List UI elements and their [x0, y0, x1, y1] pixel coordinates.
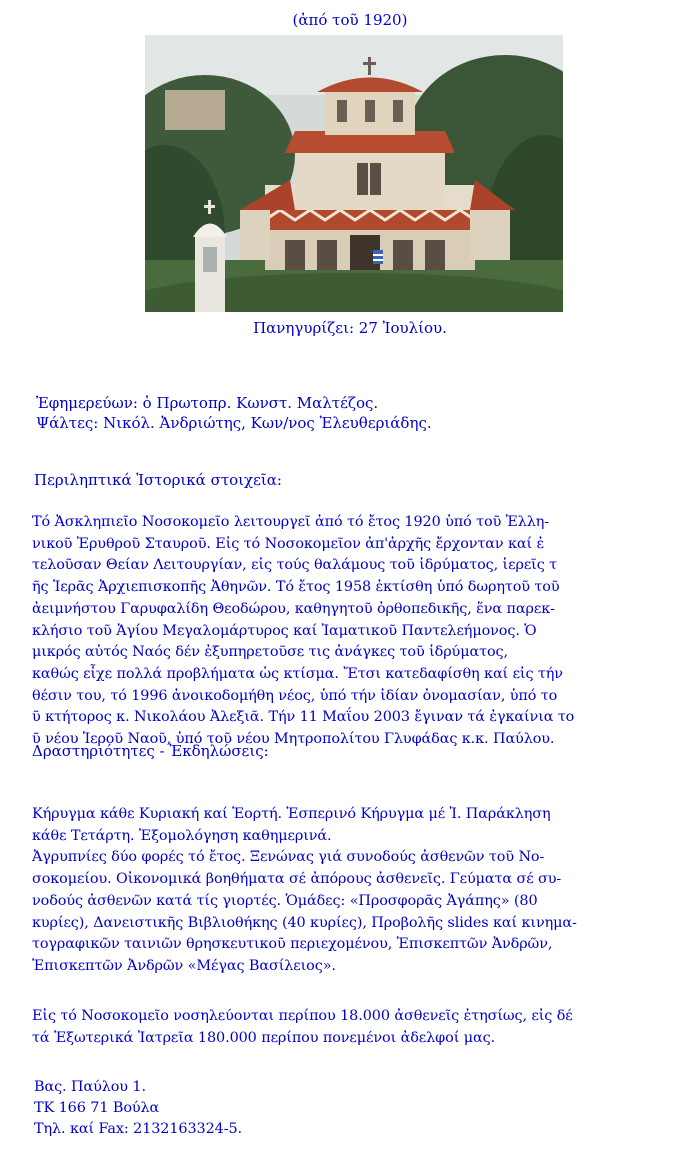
activities-line: Κήρυγμα κάθε Κυριακή καί Ἑορτή. Ἑσπερινό Κήρυγμα μέ Ἱ. Παράκληση	[32, 806, 551, 822]
history-heading: Περιληπτικά Ἱστορικά στοιχεῖα:	[34, 471, 282, 489]
feast-day-caption: Πανηγυρίζει: 27 Ἰουλίου.	[253, 319, 447, 337]
address-phone: Τηλ. καί Fax: 2132163324-5.	[34, 1121, 242, 1137]
address-block	[34, 1077, 674, 1140]
patients-line: τά Ἐξωτερικά Ἰατρεῖα 180.000 περίπου πονεμένοι ἀδελφοί μας.	[32, 1029, 496, 1046]
history-line: ἀειμνήστου Γαρυφαλίδη Θεοδώρου, καθηγητοῦ ὀρθοπεδικῆς, ἕνα παρεκ-	[32, 600, 555, 617]
history-line: ῆς Ἱερᾶς Ἀρχιεπισκοπῆς Ἀθηνῶν. Τό ἔτος 1958 ἐκτίσθη ὑπό δωρητοῦ τοῦ	[32, 579, 560, 596]
patients-line: Εἰς τό Νοσοκομεῖο νοσηλεύονται περίπου 18.000 ἀσθενεῖς ἐτησίως, εἰς δέ	[32, 1008, 573, 1024]
activities-paragraph	[32, 804, 672, 978]
patients-paragraph	[32, 1006, 672, 1049]
history-line: ῦ νέου Ἱεροῦ Ναοῦ, ὑπό τοῦ νέου Μητροπολίτου Γλυφάδας κ.κ. Παύλου.	[32, 731, 555, 748]
history-line: μικρός αὐτός Ναός δέν ἐξυπηρετοῦσε τις ἀνάγκες τοῦ ἱδρύματος,	[32, 644, 508, 661]
history-paragraph	[32, 512, 672, 751]
chanters-line: Ψάλτες: Νικόλ. Ἀνδριώτης, Κων/νος Ἐλευθεριάδης.	[36, 414, 432, 432]
address-city: ΤΚ 166 71 Βούλα	[34, 1100, 160, 1116]
history-line: θέσιν του, τό 1996 ἀνοικοδομήθη νέος, ὑπό τήν ἰδίαν ὀνομασίαν, ὑπό το	[32, 687, 558, 704]
date-caption: (ἀπό τοῦ 1920)	[292, 11, 408, 29]
address-street: Βας. Παύλου 1.	[34, 1079, 146, 1095]
activities-line: νοδούς ἀσθενῶν κατά τίς γιορτές. Ὁμάδες: «Προσφορᾶς Ἀγάπης» (80	[32, 892, 538, 909]
history-line: κλήσιο τοῦ Ἁγίου Μεγαλομάρτυρος καί Ἰαματικοῦ Παντελεήμονος. Ὁ	[32, 622, 537, 639]
history-line: καθώς εἶχε πολλά προβλήματα ὡς κτίσμα. Ἔτσι κατεδαφίσθη καί εἰς τήν	[32, 665, 563, 682]
activities-line: κάθε Τετάρτη. Ἐξομολόγηση καθημερινά.	[32, 827, 332, 844]
activities-line: Ἀγρυπνίες δύο φορές τό ἔτος. Ξενώνας γιά συνοδούς ἀσθενῶν τοῦ Νο-	[32, 849, 545, 866]
history-line: τελοῦσαν Θείαν Λειτουργίαν, εἰς τούς θαλάμους τοῦ ἱδρύματος, ἱερεῖς τ	[32, 557, 558, 574]
activities-line: Ἐπισκεπτῶν Ἀνδρῶν «Μέγας Βασίλειος».	[32, 957, 336, 974]
activities-line: σοκομείου. Οἰκονομικά βοηθήματα σέ ἀπόρους ἀσθενεῖς. Γεύματα σέ συ-	[32, 871, 562, 888]
activities-line: κυρίες), Δανειστικῆς Βιβλιοθήκης (40 κυρίες), Προβολῆς slides καί κινημα-	[32, 914, 577, 931]
church-photo	[145, 35, 563, 312]
activities-heading: Δραστηριότητες - Ἐκδηλώσεις:	[32, 742, 269, 760]
history-line: ῦ κτήτορος κ. Νικολάου Ἀλεξιᾶ. Τήν 11 Μαΐου 2003 ἔγιναν τά ἐγκαίνια το	[32, 709, 575, 726]
history-line: Τό Ἀσκληπιεῖο Νοσοκομεῖο λειτουργεῖ ἀπό τό ἔτος 1920 ὑπό τοῦ Ἑλλη-	[32, 514, 550, 530]
history-line: νικοῦ Ἐρυθροῦ Σταυροῦ. Εἰς τό Νοσοκομεῖον ἀπ'ἀρχῆς ἔρχονταν καί ἐ	[32, 535, 545, 552]
activities-line: τογραφικῶν ταινιῶν θρησκευτικοῦ περιεχομένου, Ἐπισκεπτῶν Ἀνδρῶν,	[32, 936, 553, 953]
priest-line: Ἐφημερεύων: ὁ Πρωτοπρ. Κωνστ. Μαλτέζος.	[36, 394, 379, 412]
